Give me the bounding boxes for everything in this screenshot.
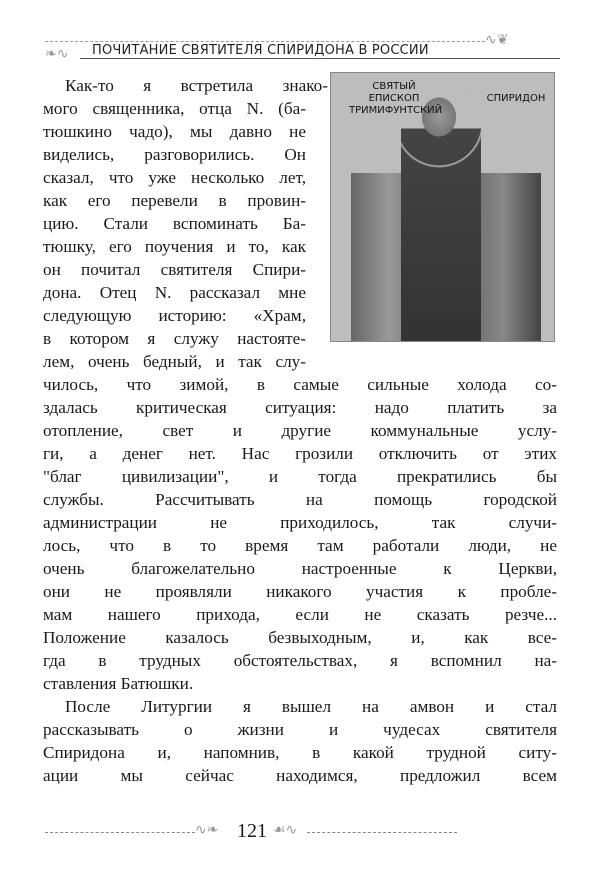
text-line: очень благожелательно настроенные к Церкви, <box>43 559 557 578</box>
footer-rule-right <box>307 832 457 833</box>
header-rule-top <box>45 41 485 42</box>
body-text <box>43 74 557 787</box>
text-line: дона. Отец N. рассказал мне <box>43 283 306 302</box>
text-line: ги, а денег нет. Нас грозили отключить от этих <box>43 444 557 463</box>
text-line: Спиридона и, напомнив, в какой трудной ситу- <box>43 743 557 762</box>
text-line: мам нашего прихода, если не сказать резче... <box>43 605 557 624</box>
flourish-ornament-icon: ∿❧ <box>195 823 219 838</box>
text-line: он почитал святителя Спири- <box>43 260 306 279</box>
text-line: тюшку, его поучения и то, как <box>43 237 306 256</box>
text-line: рассказывать о жизни и чудесах святителя <box>43 720 557 739</box>
text-line: "благ цивилизации", и тогда прекратились бы <box>43 467 557 486</box>
text-line: Положение казалось безвыходным, и, как все- <box>43 628 557 647</box>
text-line: сказал, что уже несколько лет, <box>43 168 306 187</box>
flourish-ornament-icon: ∿❦ <box>485 33 509 48</box>
flourish-ornament-icon: ❧∿ <box>45 47 69 62</box>
caption-line: ТРИМИФУНТСКИЙ <box>349 105 443 116</box>
page-footer <box>45 820 457 844</box>
footer-rule-left <box>45 832 195 833</box>
text-line: После Литургии я вышел на амвон и стал <box>65 697 557 716</box>
caption-line: СВЯТЫЙ <box>372 81 416 92</box>
running-title: ПОЧИТАНИЕ СВЯТИТЕЛЯ СПИРИДОНА В РОССИИ <box>92 43 429 58</box>
text-line: службы. Рассчитывать на помощь городской <box>43 490 557 509</box>
text-line: мого священника, отца N. (ба- <box>43 99 306 118</box>
text-line: виделись, разговорились. Он <box>43 145 306 164</box>
text-line: отопление, свет и другие коммунальные услу- <box>43 421 557 440</box>
flourish-ornament-icon: ☙∿ <box>273 823 298 838</box>
text-line: Как-то я встретила знако- <box>65 76 328 95</box>
text-line: лось, что в то время там работали люди, не <box>43 536 557 555</box>
header-rule-bottom <box>80 58 560 59</box>
illustration-caption-right: СПИРИДОН <box>486 93 546 104</box>
running-header <box>40 32 560 62</box>
text-line: цию. Стали вспоминать Ба- <box>43 214 306 233</box>
caption-line: ЕПИСКОП <box>368 93 420 104</box>
text-line: как его перевели в провин- <box>43 191 306 210</box>
text-line: ации мы сейчас находимся, предложил всем <box>43 766 557 785</box>
page-number: 121 <box>237 820 267 842</box>
text-line: гда в трудных обстоятельствах, я вспомнил на- <box>43 651 557 670</box>
text-line: чилось, что зимой, в самые сильные холода со- <box>43 375 557 394</box>
text-line: они не проявляли никакого участия к пробле- <box>43 582 557 601</box>
text-line: следующую историю: «Храм, <box>43 306 306 325</box>
text-line: администрации не приходилось, так случи- <box>43 513 557 532</box>
text-line: ставления Батюшки. <box>43 674 194 693</box>
text-line: здалась критическая ситуация: надо платить за <box>43 398 557 417</box>
text-line: в котором я служу настояте- <box>43 329 306 348</box>
text-line: лем, очень бедный, и так слу- <box>43 352 306 371</box>
text-line: тюшкино чадо), мы давно не <box>43 122 306 141</box>
